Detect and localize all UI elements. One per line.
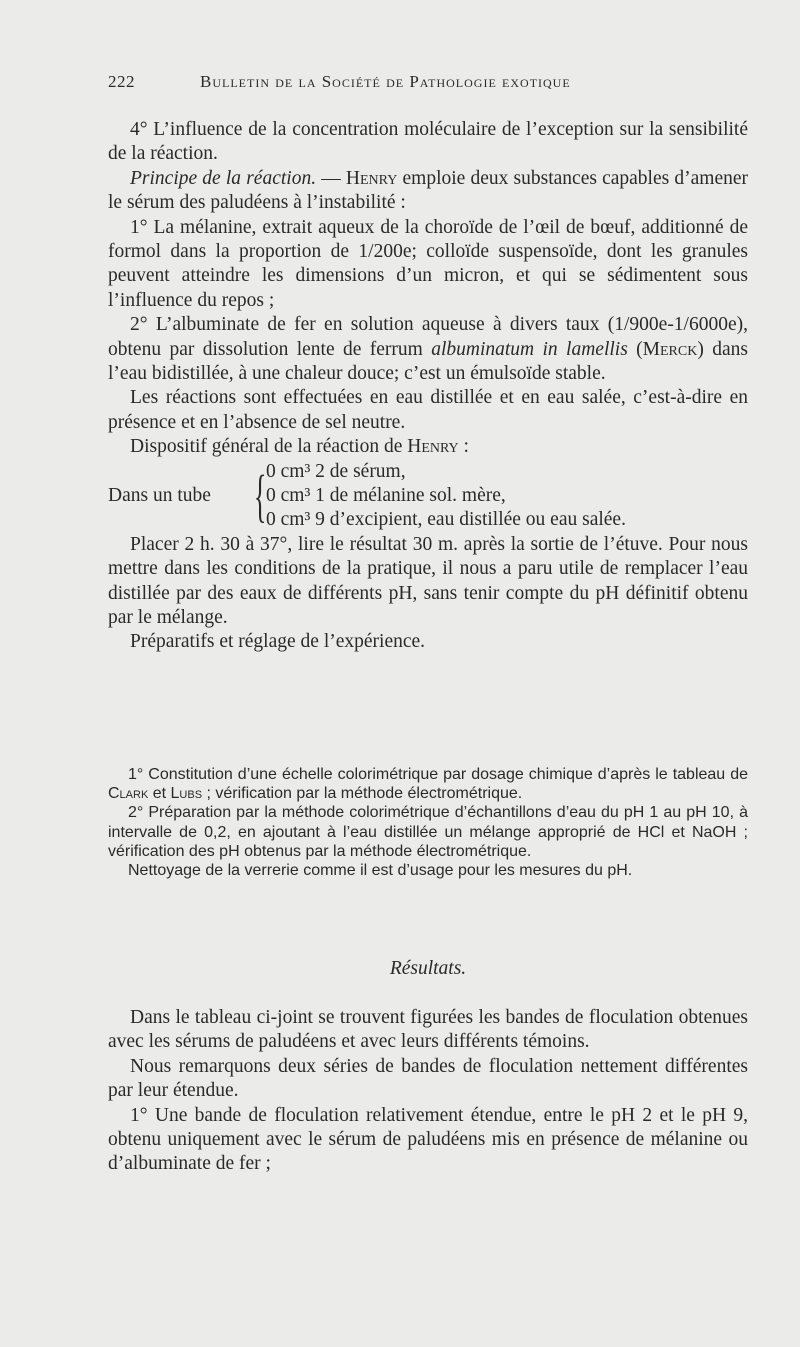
albuminate-latin: albuminatum in lamellis [431,338,628,360]
dispositif-text-a: Dispositif général de la réaction de [130,436,408,458]
dash: — [316,167,346,189]
author-henry-2: Henry [407,436,459,458]
page-header [108,72,748,100]
paragraph-remarques: Nous remarquons deux séries de bandes de floculation nettement différentes par leur étendue. [108,1055,748,1102]
paragraph-melanine: 1° La mélanine, extrait aqueux de la choroïde de l’œil de bœuf, additionné de formol dans la proportion de 1/200e; colloïde suspensoïde, dont les granules peuvent atteindre les dimensions d’un micron, et qui se sédimentent sous l’influence du repos ; [108,216,748,311]
dispositif-line: 0 cm³ 2 de sérum, [266,460,406,482]
paragraph-tableau: Dans le tableau ci-joint se trouvent figurées les bandes de floculation obtenues avec les sérums de paludéens et avec leurs différents témoins. [108,1007,748,1053]
small-paragraph-constitution [108,765,748,803]
constitution-text-b: et [148,785,171,803]
section-title-resultats: Résultats. [389,958,467,979]
small-paragraph-preparation: 2° Préparation par la méthode colorimétrique d’échantillons d’eau du pH 1 au pH 10, à intervalle de 0,2, en ajoutant à l’eau distillée un mélange approprié de HCl et NaOH ; vérification des pH obtenus par la méthode électrométrique. [108,804,748,860]
albuminate-text-c: ) dans l’eau bidistillée, à une chaleur douce; c’est un émulsoïde stable. [108,338,748,385]
dispositif-lines [266,460,626,533]
principe-text: emploie deux substances capables d’amener le sérum des paludéens à l’instabilité : [108,167,749,214]
dispositif-block [108,460,748,533]
paragraph-albuminate [108,313,748,386]
results-text [108,1006,748,1177]
principe-heading: Principe de la réaction. [130,167,317,189]
author-henry: Henry [345,167,398,189]
dispositif-line: 0 cm³ 9 d’excipient, eau distillée ou eau salée. [266,509,626,531]
running-title: Bulletin de la Société de Pathologie exotique [200,72,571,91]
dispositif-label: Dans un tube [108,484,211,506]
small-paragraph-nettoyage: Nettoyage de la verrerie comme il est d’usage pour les mesures du pH. [128,862,633,880]
paragraph-placer: Placer 2 h. 30 à 37°, lire le résultat 30 m. après la sortie de l’étuve. Pour nous mettre dans les conditions de la pratique, il nous a paru utile de remplacer l’eau distillée par des eaux de différents pH, sans tenir compte du pH définitif obtenu par le mélange. [108,533,748,628]
paragraph-principe [108,167,748,216]
paragraph-bande: 1° Une bande de floculation relativement étendue, entre le pH 2 et le pH 9, obtenu uniquement avec le sérum de paludéens mis en présence de mélanine ou d’albuminate de fer ; [108,1104,748,1175]
constitution-text-a: 1° Constitution d’une échelle colorimétrique par dosage chimique d’après le tableau de [128,766,748,783]
paragraph-dispositif [108,435,748,459]
dispositif-line: 0 cm³ 1 de mélanine sol. mère, [266,485,506,506]
albuminate-text-a: 2° L’albuminate de fer en solution aqueuse à divers taux (1/900e-1/6000e), obtenu par dissolution lente de ferrum [108,314,748,360]
dispositif-text-b: : [458,436,469,458]
page-number: 222 [108,72,135,91]
main-text [108,118,748,655]
brace: { [253,463,267,529]
paragraph-preparatifs: Préparatifs et réglage de l’expérience. [130,631,426,653]
albuminate-text-b: ( [627,338,643,360]
constitution-text-c: ; vérification par la méthode électrométrique. [202,785,523,803]
author-merck: Merck [642,338,698,360]
paragraph-reactions: Les réactions sont effectuées en eau distillée et en eau salée, c’est-à-dire en présence et en l’absence de sel neutre. [108,387,748,433]
small-print-section [108,765,748,880]
paragraph-influence: 4° L’influence de la concentration moléculaire de l’exception sur la sensibilité de la réaction. [108,119,748,165]
author-lubs: Lubs [170,785,203,803]
author-clark: Clark [108,785,149,803]
